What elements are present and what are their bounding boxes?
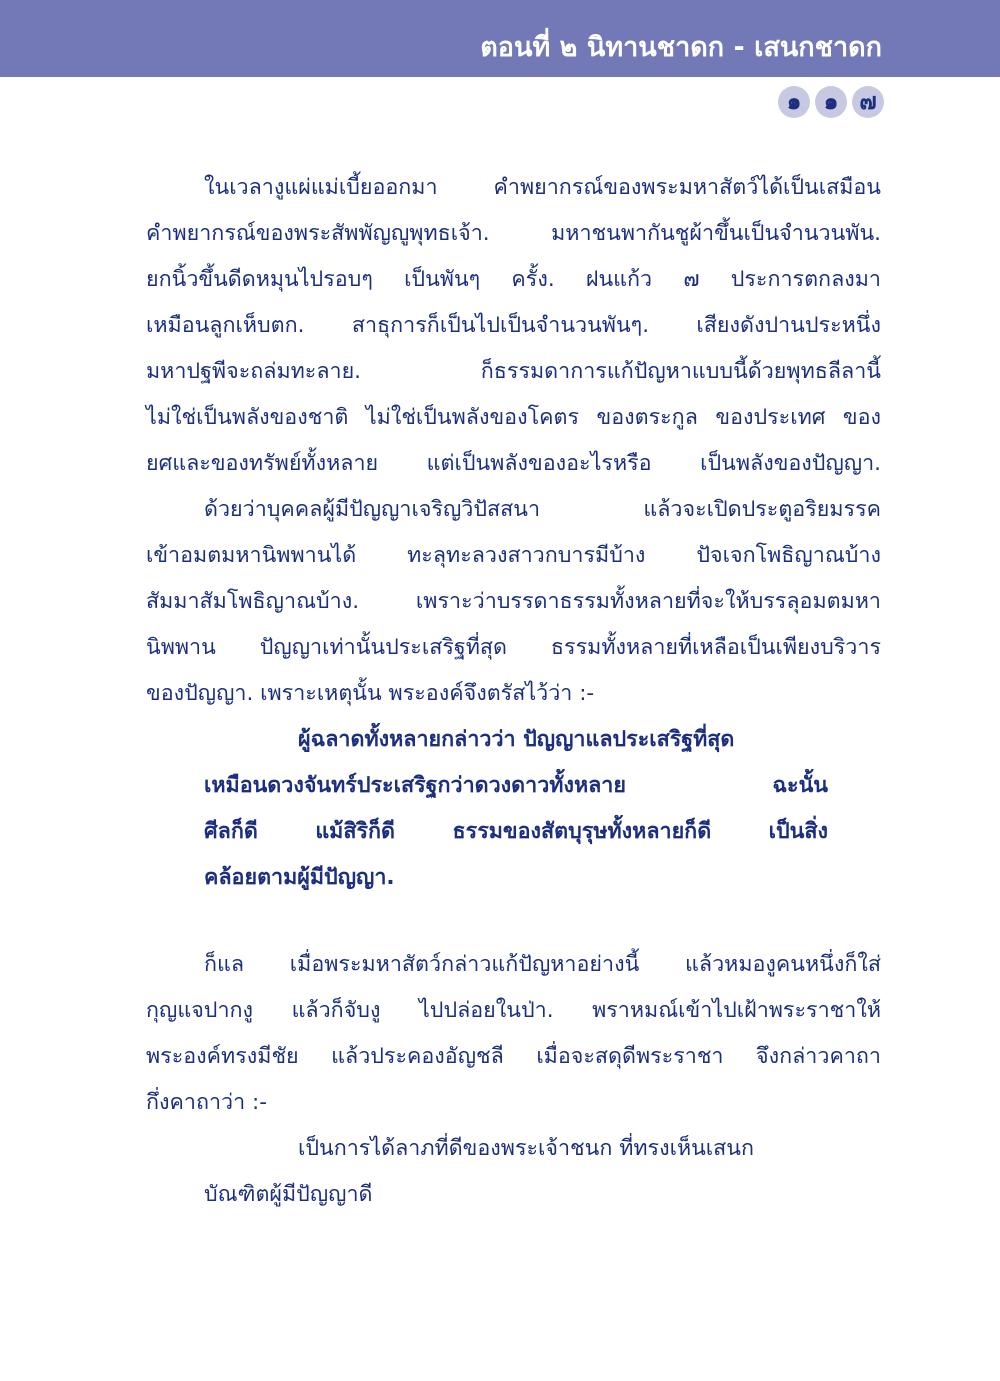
page-number [778,86,884,118]
verse-line: ผู้ฉลาดทั้งหลายกล่าวว่า ปัญญาแลประเสริฐที่สุด [298,727,735,752]
paragraph-line: เข้าอมตมหานิพพานได้ ทะลุทะลวงสาวกบารมีบ้าง ปัจเจกโพธิญาณบ้าง [146,543,881,568]
verse-line: ศีลก็ดี แม้สิริก็ดี ธรรมของสัตบุรุษทั้งหลายก็ดี เป็นสิ่ง [204,819,828,844]
page-digit: ๑ [778,86,810,118]
paragraph-line: ก็แล เมื่อพระมหาสัตว์กล่าวแก้ปัญหาอย่างนี้ แล้วหมองูคนหนึ่งก็ใส่ [204,952,881,977]
verse-line: คล้อยตามผู้มีปัญญา. [204,865,395,890]
verse-line: เป็นการได้ลาภที่ดีของพระเจ้าชนก ที่ทรงเห็นเสนก [298,1136,754,1161]
paragraph-line: ในเวลางูแผ่แม่เบี้ยออกมา คำพยากรณ์ของพระมหาสัตว์ได้เป็นเสมือน [204,175,881,200]
paragraph-line: มหาปฐพีจะถล่มทะลาย. ก็ธรรมดาการแก้ปัญหาแบบนี้ด้วยพุทธลีลานี้ [146,359,881,384]
paragraph-line: คำพยากรณ์ของพระสัพพัญญูพุทธเจ้า. มหาชนพากันชูผ้าขึ้นเป็นจำนวนพัน. [146,221,881,246]
paragraph-line: กึ่งคาถาว่า :- [146,1090,268,1115]
page-digit: ๗ [852,86,884,118]
paragraph-line: เหมือนลูกเห็บตก. สาธุการก็เป็นไปเป็นจำนวนพันๆ. เสียงดังปานประหนึ่ง [146,313,881,338]
page-digit: ๑ [815,86,847,118]
paragraph-line: ของปัญญา. เพราะเหตุนั้น พระองค์จึงตรัสไว้ว่า :- [146,681,595,706]
verse-line: เหมือนดวงจันทร์ประเสริฐกว่าดวงดาวทั้งหลาย ฉะนั้น [204,773,828,798]
paragraph-line: ด้วยว่าบุคคลผู้มีปัญญาเจริญวิปัสสนา แล้วจะเปิดประตูอริยมรรค [204,497,881,522]
paragraph-line: ไม่ใช่เป็นพลังของชาติ ไม่ใช่เป็นพลังของโคตร ของตระกูล ของประเทศ ของ [146,405,881,430]
paragraph-line: สัมมาสัมโพธิญาณบ้าง. เพราะว่าบรรดาธรรมทั้งหลายที่จะให้บรรลุอมตมหา [146,589,881,614]
paragraph-line: นิพพาน ปัญญาเท่านั้นประเสริฐที่สุด ธรรมทั้งหลายที่เหลือเป็นเพียงบริวาร [146,635,881,660]
paragraph-line: พระองค์ทรงมีชัย แล้วประคองอัญชลี เมื่อจะสดุดีพระราชา จึงกล่าวคาถา [146,1044,881,1069]
chapter-title: ตอนที่ ๒ นิทานชาดก - เสนกชาดก [480,32,882,63]
paragraph-line: ยศและของทรัพย์ทั้งหลาย แต่เป็นพลังของอะไรหรือ เป็นพลังของปัญญา. [146,451,881,476]
paragraph-line: กุญแจปากงู แล้วก็จับงู ไปปล่อยในป่า. พราหมณ์เข้าไปเฝ้าพระราชาให้ [146,998,881,1023]
paragraph-line: ยกนิ้วขึ้นดีดหมุนไปรอบๆ เป็นพันๆ ครั้ง. ฝนแก้ว ๗ ประการตกลงมา [146,267,881,292]
verse-line: บัณฑิตผู้มีปัญญาดี [204,1182,373,1207]
